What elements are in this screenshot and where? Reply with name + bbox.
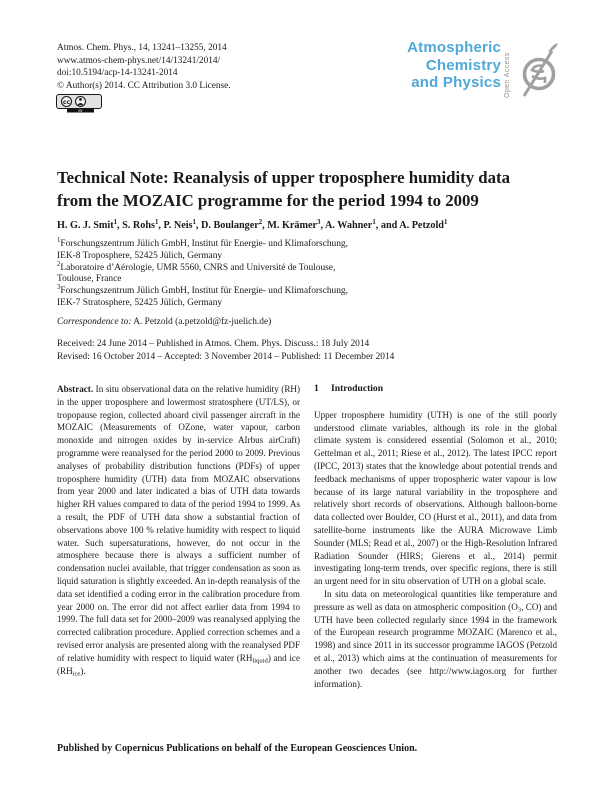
cc-by-badge-icon[interactable] bbox=[56, 94, 103, 113]
authors-line: H. G. J. Smit$^1$, S. Rohs$^1$, P. Neis$^1$, D. Boulanger$^2$, M. Krämer$^3$, A. Wahner$^1$, and A. Petzold$^1$ bbox=[57, 219, 448, 231]
affiliations-block bbox=[57, 239, 348, 310]
introduction-column bbox=[314, 383, 557, 690]
section-title: Introduction bbox=[331, 383, 384, 394]
section-heading-introduction bbox=[314, 383, 557, 396]
title-line-2: from the MOZAIC programme for the period 1994 to 2009 bbox=[57, 191, 479, 210]
article-body bbox=[57, 383, 557, 690]
rh-liquid-subscript: liquid bbox=[252, 657, 268, 665]
open-access-label: Open Access bbox=[504, 52, 511, 98]
title-line-1: Technical Note: Reanalysis of upper troposphere humidity data bbox=[57, 168, 510, 187]
abstract-paragraph: Abstract. In situ observational data on the relative humidity (RH) in the upper troposphere and lowermost stratosphere (UT/LS), or tropopause region, collected aboard civil passenger aircraft in the MOZAIC (Measurements of OZone, water vapour, carbon monoxide and nitrogen oxides by in-service AIrbus airCraft) programme were reanalysed for the period 2000 to 2009. Previous analyses of probability distribution functions (PDFs) of upper troposphere humidity (UTH) data from MOZAIC observations from year 2000 and later indicated a bias of UTH data towards higher RH values compared to data of the period 1994 to 1999. As a result, the PDF of UTH data show a substantial fraction of observations above 100 % relative humidity with respect to liquid water. Such supersaturations, however, do not occur in the atmosphere because there is always a sufficient number of condensation nuclei available, that trigger condensation as soon as liquid saturation is slightly exceeded. An in-depth reanalysis of the data set identified a coding error in the calibration procedure from year 2000 on. The error did not affect earlier data from 1994 to 1999. The full data set for 2000–2009 was reanalysed applying the corrected calibration procedure. Applied correction schemes and a revised error analysis are presented along with the reanalysed PDF of relative humidity with respect to liquid water (RHliquid) and ice (RHice). bbox=[57, 384, 300, 678]
author: S. Rohs bbox=[122, 220, 155, 231]
svg-text:BY: BY bbox=[78, 108, 83, 113]
affiliation-3-line-1: $^3$Forschungszentrum Jülich GmbH, Institut für Energie- und Klimaforschung, bbox=[57, 284, 348, 297]
correspondence-label: Correspondence to: bbox=[57, 317, 132, 327]
abstract-column bbox=[57, 383, 300, 690]
author: D. Boulanger bbox=[201, 220, 259, 231]
rh-ice-subscript: ice bbox=[72, 670, 81, 678]
affiliation-1-line-1: $^1$Forschungszentrum Jülich GmbH, Institut für Energie- und Klimaforschung, bbox=[57, 237, 348, 249]
journal-citation-line: Atmos. Chem. Phys., 14, 13241–13255, 2014 bbox=[57, 43, 227, 53]
author: A. Wahner bbox=[324, 220, 373, 231]
journal-name-line-1: Atmospheric bbox=[407, 39, 501, 56]
affiliation-1-line-2: IEK-8 Troposphere, 52425 Jülich, Germany bbox=[57, 250, 223, 261]
section-number: 1 bbox=[314, 383, 319, 394]
publisher-footer: Published by Copernicus Publications on behalf of the European Geosciences Union. bbox=[57, 743, 418, 754]
dates-block bbox=[57, 338, 394, 364]
article-title bbox=[57, 166, 510, 212]
egu-globe-icon bbox=[519, 40, 561, 100]
author: M. Krämer bbox=[267, 220, 318, 231]
doi-line: doi:10.5194/acp-14-13241-2014 bbox=[57, 68, 178, 79]
iagos-link[interactable]: http://www.iagos.org bbox=[429, 665, 507, 676]
correspondence-line: Correspondence to: A. Petzold (a.petzold@fz-juelich.de) bbox=[57, 317, 272, 327]
correspondence-email-link[interactable]: a.petzold@fz-juelich.de bbox=[178, 317, 269, 327]
affiliation-3-line-2: IEK-7 Stratosphere, 52425 Jülich, Germany bbox=[57, 297, 223, 308]
received-line: Received: 24 June 2014 – Published in Atmos. Chem. Phys. Discuss.: 18 July 2014 bbox=[57, 339, 370, 349]
author: and A. Petzold bbox=[380, 220, 444, 231]
svg-text:cc: cc bbox=[62, 98, 71, 106]
affiliation-2-line-2: Toulouse, France bbox=[57, 274, 122, 285]
article-url-line: www.atmos-chem-phys.net/14/13241/2014/ bbox=[57, 55, 221, 66]
journal-name-line-3: and Physics bbox=[411, 74, 501, 91]
journal-logo-text bbox=[341, 39, 501, 92]
affiliation-2-line-1: $^2$Laboratoire d’Aérologie, UMR 5560, CNRS and Université de Toulouse, bbox=[57, 260, 336, 273]
o3-subscript: 3 bbox=[517, 606, 522, 614]
introduction-paragraph-1: Upper troposphere humidity (UTH) is one of the still poorly understood climate variables, although its role in the global climate system is considered essential (Solomon et al., 2010; Gettelman et al., 2011; Riese et al., 2012). The latest IPCC report (IPCC, 2013) states that the knowledge about potential trends and feedback mechanisms of upper tropospheric water vapour is low because of its large natural variability in the troposphere and relatively short records of observations. Although balloon-borne data collected over Boulder, CO (Hurst et al., 2011), and data from satellite-borne instruments like the AURA Microwave Limb Sounder (MLS; Read et al., 2007) or the High-Resolution Infrared Radiation Sounder (HIRS; Gierens et al., 2014) permit investigating long-term trends, over specific regions, there is still an urgent need for in situ observation of UTH on a global scale. bbox=[314, 409, 557, 587]
introduction-paragraph-2: In situ data on meteorological quantities like temperature and pressure as well as data on atmospheric composition (O3, CO) and UTH have been collected regularly since 1994 in the framework of the European research programme MOZAIC (Marenco et al., 1998) and since 2011 in its successor programme IAGOS (Petzold et al., 2013) which aims at the continuation of measurements for another two decades (see http://www.iagos.org for further information). bbox=[314, 588, 557, 689]
license-line: © Author(s) 2014. CC Attribution 3.0 License. bbox=[57, 80, 231, 91]
revised-line: Revised: 16 October 2014 – Accepted: 3 November 2014 – Published: 11 December 2014 bbox=[57, 352, 395, 362]
citation-block bbox=[57, 42, 231, 92]
journal-name-line-2: Chemistry bbox=[425, 56, 501, 74]
abstract-heading: Abstract. bbox=[57, 384, 94, 394]
author: P. Neis bbox=[163, 220, 193, 231]
author: H. G. J. Smit bbox=[57, 220, 114, 231]
